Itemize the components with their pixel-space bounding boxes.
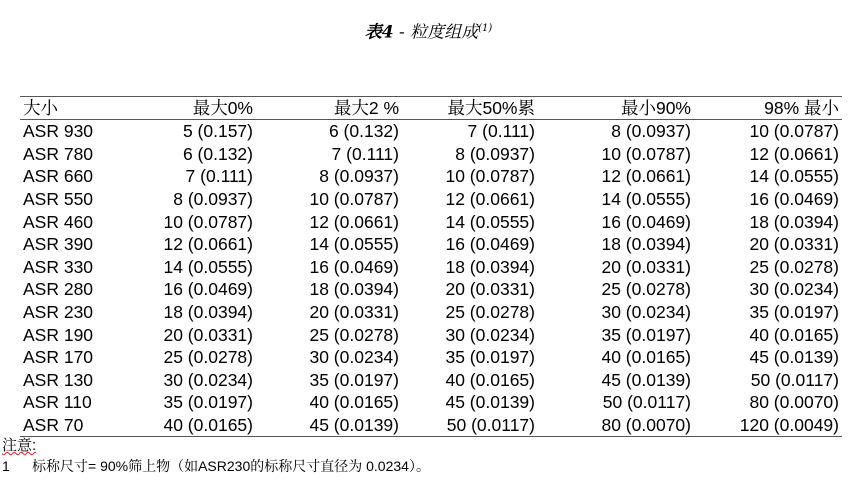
sieve-value-cell: 40 (0.0165) — [445, 369, 535, 390]
sieve-value-cell: 14 (0.0555) — [163, 256, 253, 277]
sieve-value-cell: 10 (0.0787) — [749, 121, 839, 142]
header-row — [20, 97, 842, 120]
table-row — [20, 188, 842, 211]
table-row — [20, 346, 842, 369]
table-row — [20, 323, 842, 346]
sieve-value-cell: 16 (0.0469) — [445, 234, 535, 255]
sieve-value-cell: 10 (0.0787) — [309, 189, 399, 210]
size-grade-cell: ASR 780 — [23, 143, 94, 164]
sieve-value-cell: 30 (0.0234) — [163, 369, 253, 390]
header-min-98: 98% 最小 — [694, 97, 842, 120]
header-max-0: 最大0% — [138, 97, 256, 120]
sieve-value-cell: 14 (0.0555) — [749, 166, 839, 187]
table-row — [20, 143, 842, 166]
sieve-value-cell: 25 (0.0278) — [749, 256, 839, 277]
header-size: 大小 — [20, 97, 138, 120]
table-row — [20, 165, 842, 188]
table-row — [20, 256, 842, 279]
sieve-value-cell: 35 (0.0197) — [309, 369, 399, 390]
title-separator: - — [393, 22, 411, 43]
sieve-value-cell: 35 (0.0197) — [445, 347, 535, 368]
size-grade-cell: ASR 170 — [23, 347, 94, 368]
sieve-value-cell: 16 (0.0469) — [601, 211, 691, 232]
sieve-value-cell: 20 (0.0331) — [309, 302, 399, 323]
size-grade-cell: ASR 930 — [23, 121, 94, 142]
note-number: 1 — [2, 458, 10, 474]
sieve-value-cell: 7 (0.111) — [331, 143, 399, 164]
sieve-value-cell: 6 (0.132) — [182, 143, 253, 164]
sieve-value-cell: 45 (0.0139) — [445, 392, 535, 413]
sieve-value-cell: 12 (0.0661) — [749, 143, 839, 164]
sieve-value-cell: 14 (0.0555) — [601, 189, 691, 210]
sieve-value-cell: 12 (0.0661) — [309, 211, 399, 232]
size-grade-cell: ASR 280 — [23, 279, 94, 300]
sieve-value-cell: 18 (0.0394) — [309, 279, 399, 300]
sieve-value-cell: 18 (0.0394) — [749, 211, 839, 232]
sieve-value-cell: 6 (0.132) — [328, 121, 399, 142]
sieve-value-cell: 30 (0.0234) — [749, 279, 839, 300]
sieve-value-cell: 25 (0.0278) — [309, 324, 399, 345]
sieve-value-cell: 35 (0.0197) — [749, 302, 839, 323]
header-max-2: 最大2 % — [256, 97, 402, 120]
table-row — [20, 301, 842, 324]
sieve-value-cell: 35 (0.0197) — [601, 324, 691, 345]
sieve-value-cell: 10 (0.0787) — [445, 166, 535, 187]
sieve-value-cell: 20 (0.0331) — [445, 279, 535, 300]
sieve-value-cell: 50 (0.0117) — [750, 369, 839, 390]
sieve-value-cell: 14 (0.0555) — [309, 234, 399, 255]
table-number: 表4 — [364, 22, 394, 43]
sieve-value-cell: 7 (0.111) — [467, 121, 535, 142]
table-title — [0, 18, 857, 44]
sieve-value-cell: 16 (0.0469) — [309, 256, 399, 277]
table-row — [20, 278, 842, 301]
title-footnote-marker: (1) — [478, 23, 493, 34]
sieve-value-cell: 40 (0.0165) — [601, 347, 691, 368]
notes-label: 注意: — [2, 437, 37, 454]
sieve-value-cell: 14 (0.0555) — [445, 211, 535, 232]
note-item — [2, 457, 430, 475]
sieve-value-cell: 20 (0.0331) — [749, 234, 839, 255]
sieve-value-cell: 16 (0.0469) — [163, 279, 253, 300]
title-text: 粒度组成 — [410, 22, 479, 43]
table-body — [20, 120, 842, 437]
sieve-value-cell: 50 (0.0117) — [602, 392, 691, 413]
sieve-value-cell: 40 (0.0165) — [138, 414, 256, 437]
sieve-value-cell: 18 (0.0394) — [601, 234, 691, 255]
sieve-value-cell: 18 (0.0394) — [445, 256, 535, 277]
note-text: 标称尺寸= 90%筛上物（如ASR230的标称尺寸直径为 0.0234）。 — [32, 458, 430, 474]
sieve-value-cell: 25 (0.0278) — [163, 347, 253, 368]
sieve-value-cell: 25 (0.0278) — [445, 302, 535, 323]
size-grade-cell: ASR 230 — [23, 302, 94, 323]
table-row — [20, 233, 842, 256]
table-row — [20, 120, 842, 143]
size-grade-cell: ASR 130 — [23, 369, 94, 390]
sieve-value-cell: 8 (0.0937) — [173, 189, 253, 210]
table-row — [20, 369, 842, 392]
sieve-value-cell: 30 (0.0234) — [309, 347, 399, 368]
sieve-value-cell: 8 (0.0937) — [611, 121, 691, 142]
size-grade-cell: ASR 190 — [23, 324, 94, 345]
table-row — [20, 391, 842, 414]
sieve-value-cell: 40 (0.0165) — [309, 392, 399, 413]
sieve-value-cell: 5 (0.157) — [182, 121, 253, 142]
table-row — [20, 210, 842, 233]
size-grade-cell: ASR 70 — [20, 414, 138, 437]
header-min-90: 最小90% — [538, 97, 694, 120]
sieve-value-cell: 80 (0.0070) — [749, 392, 839, 413]
sieve-value-cell: 45 (0.0139) — [256, 414, 402, 437]
sieve-value-cell: 30 (0.0234) — [445, 324, 535, 345]
sieve-value-cell: 35 (0.0197) — [163, 392, 253, 413]
sieve-value-cell: 40 (0.0165) — [749, 324, 839, 345]
header-max-50-cumulative: 最大50%累 — [402, 97, 538, 120]
sieve-value-cell: 10 (0.0787) — [601, 143, 691, 164]
sieve-value-cell: 30 (0.0234) — [601, 302, 691, 323]
sieve-value-cell: 12 (0.0661) — [445, 189, 535, 210]
grain-size-table — [20, 96, 842, 437]
size-grade-cell: ASR 330 — [23, 256, 94, 277]
size-grade-cell: ASR 110 — [23, 392, 92, 413]
sieve-value-cell: 45 (0.0139) — [601, 369, 691, 390]
sieve-value-cell: 7 (0.111) — [185, 166, 253, 187]
sieve-value-cell: 20 (0.0331) — [601, 256, 691, 277]
sieve-value-cell: 50 (0.0117) — [402, 414, 538, 437]
table-header — [20, 97, 842, 120]
sieve-value-cell: 80 (0.0070) — [538, 414, 694, 437]
size-grade-cell: ASR 460 — [23, 211, 94, 232]
sieve-value-cell: 20 (0.0331) — [163, 324, 253, 345]
sieve-value-cell: 16 (0.0469) — [749, 189, 839, 210]
sieve-value-cell: 12 (0.0661) — [601, 166, 691, 187]
sieve-value-cell: 12 (0.0661) — [163, 234, 253, 255]
sieve-value-cell: 18 (0.0394) — [163, 302, 253, 323]
size-grade-cell: ASR 390 — [23, 234, 94, 255]
sieve-value-cell: 8 (0.0937) — [319, 166, 399, 187]
size-grade-cell: ASR 550 — [23, 189, 94, 210]
sieve-value-cell: 10 (0.0787) — [163, 211, 253, 232]
size-grade-cell: ASR 660 — [23, 166, 94, 187]
sieve-value-cell: 45 (0.0139) — [749, 347, 839, 368]
sieve-value-cell: 120 (0.0049) — [694, 414, 842, 437]
sieve-value-cell: 25 (0.0278) — [601, 279, 691, 300]
sieve-value-cell: 8 (0.0937) — [455, 143, 535, 164]
table-row — [20, 414, 842, 437]
